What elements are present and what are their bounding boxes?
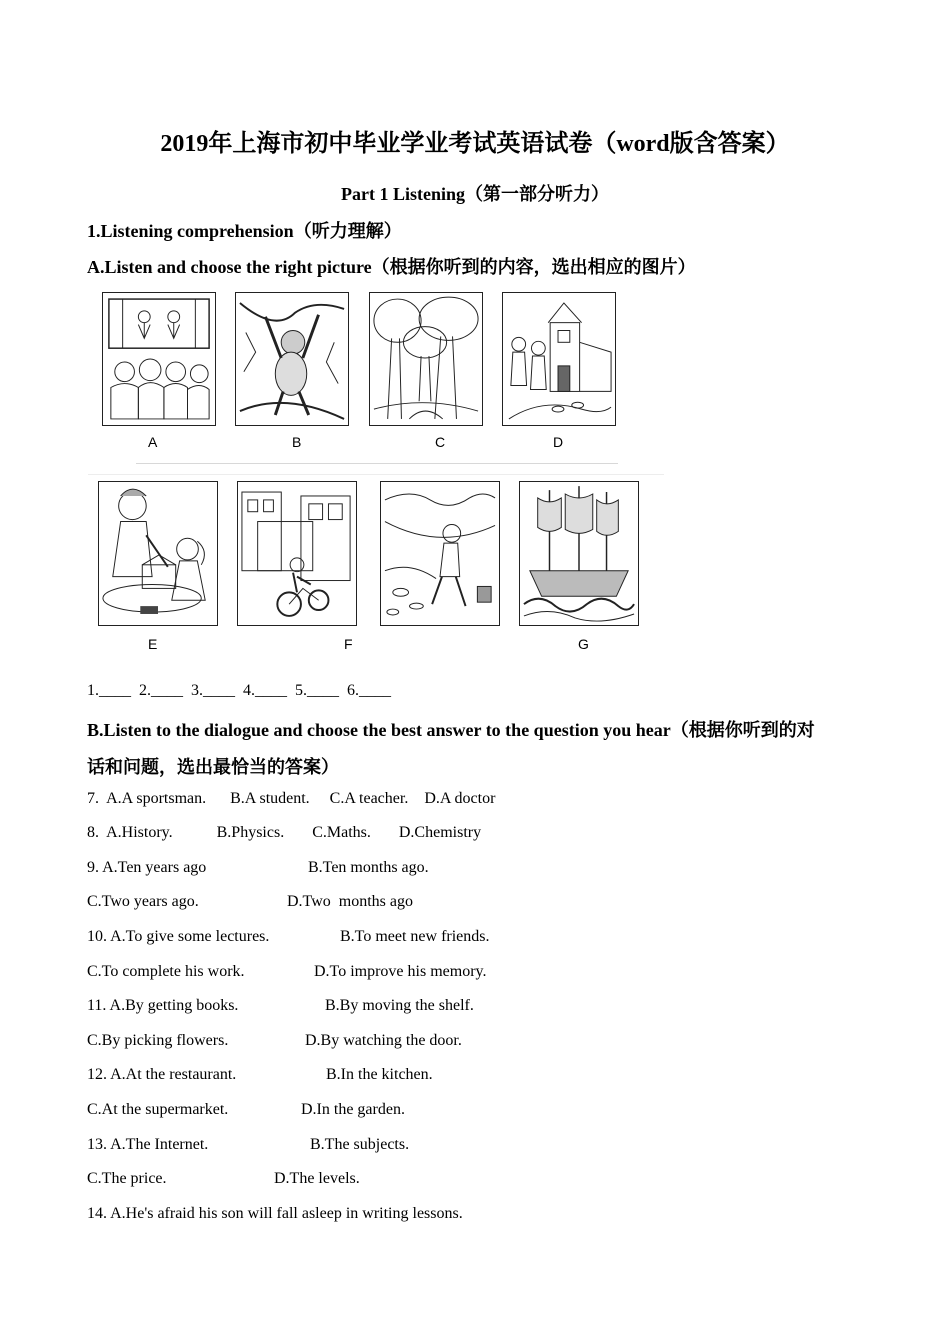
picture-label-b: B xyxy=(292,434,302,450)
question-13-option-c: C.The price. xyxy=(87,1170,167,1187)
question-10-option-c: C.To complete his work. xyxy=(87,963,245,980)
bike-drawing xyxy=(238,482,356,625)
part-heading: Part 1 Listening（第一部分听力） xyxy=(341,184,609,204)
question-12-option-a: 12. A.At the restaurant. xyxy=(87,1066,237,1083)
question-11-option-c: C.By picking flowers. xyxy=(87,1032,229,1049)
section-1-heading: 1.Listening comprehension（听力理解） xyxy=(87,221,402,241)
question-10-option-b: B.To meet new friends. xyxy=(340,928,490,945)
seaside-drawing xyxy=(381,482,499,625)
question-9-option-c: C.Two years ago. xyxy=(87,893,199,910)
puppet-show-drawing xyxy=(103,293,215,425)
forest-trees-picture xyxy=(369,292,483,426)
picture-label-d: D xyxy=(553,434,564,450)
page-title: 2019年上海市初中毕业学业考试英语试卷（word版含答案） xyxy=(160,131,790,157)
building-drawing xyxy=(503,293,615,425)
question-9-option-b: B.Ten months ago. xyxy=(308,859,429,876)
puppet-show-audience-picture xyxy=(102,292,216,426)
picture-label-a: A xyxy=(148,434,158,450)
question-11-option-d: D.By watching the door. xyxy=(305,1032,462,1049)
answer-blanks: 1.____ 2.____ 3.____ 4.____ 5.____ 6.____ xyxy=(87,682,391,699)
question-11-option-b: B.By moving the shelf. xyxy=(325,997,474,1014)
question-11-option-a: 11. A.By getting books. xyxy=(87,997,239,1014)
ship-drawing xyxy=(520,482,638,625)
section-a-heading: A.Listen and choose the right picture（根据你听到的内容，选出相应的图片） xyxy=(87,257,696,277)
question-7: 7. A.A sportsman. B.A student. C.A teacher. D.A doctor xyxy=(87,790,496,807)
question-13-option-d: D.The levels. xyxy=(274,1170,360,1187)
gift-drawing xyxy=(99,482,217,625)
question-9-option-d: D.Two months ago xyxy=(287,893,413,910)
question-9-option-a: 9. A.Ten years ago xyxy=(87,859,207,876)
picture-label-e: E xyxy=(148,636,158,652)
picture-label-c: C xyxy=(435,434,446,450)
divider-line xyxy=(136,463,618,464)
question-13-option-b: B.The subjects. xyxy=(310,1136,410,1153)
section-b-heading-line2: 话和问题，选出最恰当的答案） xyxy=(87,757,339,777)
question-10-option-a: 10. A.To give some lectures. xyxy=(87,928,270,945)
children-near-building-picture xyxy=(502,292,616,426)
section-b-heading-line1: B.Listen to the dialogue and choose the best answer to the question you hear（根据你听到的对 xyxy=(87,720,815,740)
monkey-hanging-picture xyxy=(235,292,349,426)
picture-label-f: F xyxy=(344,636,353,652)
boy-by-the-seaside-picture xyxy=(380,481,500,626)
divider-line-light xyxy=(88,474,664,475)
picture-label-g: G xyxy=(578,636,589,652)
question-12-option-b: B.In the kitchen. xyxy=(326,1066,433,1083)
question-12-option-d: D.In the garden. xyxy=(301,1101,405,1118)
question-8: 8. A.History. B.Physics. C.Maths. D.Chemistry xyxy=(87,824,482,841)
question-12-option-c: C.At the supermarket. xyxy=(87,1101,229,1118)
question-10-option-d: D.To improve his memory. xyxy=(314,963,487,980)
boy-riding-bike-picture xyxy=(237,481,357,626)
monkey-drawing xyxy=(236,293,348,425)
question-14-option-a: 14. A.He's afraid his son will fall asleep in writing lessons. xyxy=(87,1205,463,1222)
question-13-option-a: 13. A.The Internet. xyxy=(87,1136,209,1153)
woman-and-girl-with-gift-picture xyxy=(98,481,218,626)
sailing-ship-picture xyxy=(519,481,639,626)
forest-drawing xyxy=(370,293,482,425)
